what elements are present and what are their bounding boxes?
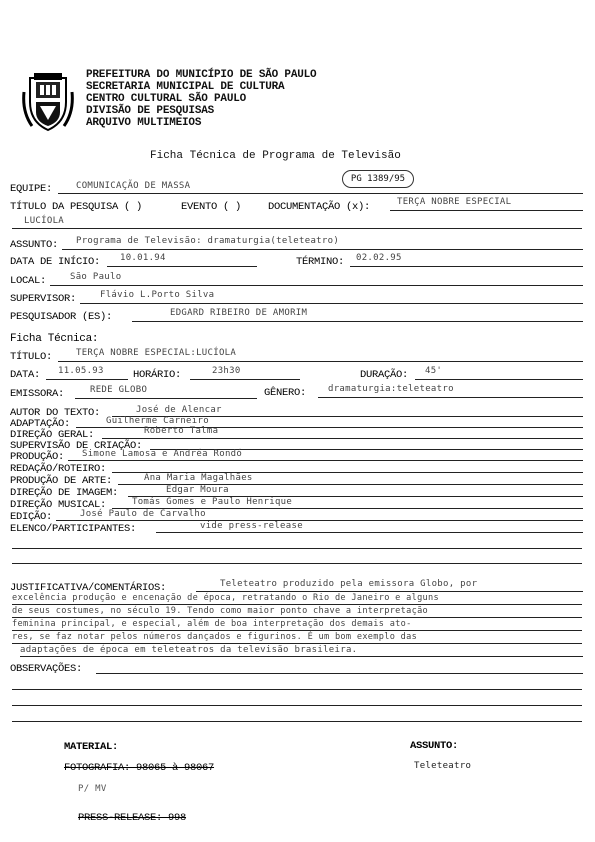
justificativa-line: adaptações de época em teleteatros da televisão brasileira. <box>20 645 358 655</box>
press-release-text: PRESS-RELEASE: 998 <box>78 812 187 824</box>
local-label: LOCAL: <box>10 275 47 287</box>
data-inicio-value: 10.01.94 <box>120 253 166 263</box>
assunto-footer-label: ASSUNTO: <box>410 740 459 752</box>
supervisor-value: Flávio L.Porto Silva <box>100 290 215 300</box>
elenco-label: ELENCO/PARTICIPANTES: <box>10 523 137 535</box>
direcao-musical-value: Tomás Gomes e Paulo Henrique <box>132 497 293 507</box>
direcao-musical-label: DIREÇÃO MUSICAL: <box>10 499 107 511</box>
header-line: SECRETARIA MUNICIPAL DE CULTURA <box>86 81 285 93</box>
document-stamp <box>342 170 414 188</box>
supervisor-label: SUPERVISOR: <box>10 293 77 305</box>
justificativa-line: excelência produção e encenação de época, retratando o Rio de Janeiro e alguns <box>12 593 439 603</box>
data-value: 11.05.93 <box>58 366 104 376</box>
emissora-value: REDE GLOBO <box>90 385 148 395</box>
producao-value: Simone Lamosa e Andréa Rondó <box>82 449 243 459</box>
autor-value: José de Alencar <box>136 405 222 415</box>
evento-label: EVENTO ( ) <box>181 201 242 213</box>
adaptacao-label: ADAPTAÇÃO: <box>10 418 71 430</box>
local-value: São Paulo <box>70 272 122 282</box>
direcao-geral-label: DIREÇÃO GERAL: <box>10 429 95 441</box>
direcao-geral-value: Roberto Talma <box>144 426 219 436</box>
duracao-value: 45' <box>425 366 443 376</box>
material-label: MATERIAL: <box>64 741 119 753</box>
supervisao-label: SUPERVISÃO DE CRIAÇÃO: <box>10 440 143 452</box>
horario-value: 23h30 <box>212 366 241 376</box>
titulo-value: TERÇA NOBRE ESPECIAL:LUCÍOLA <box>76 348 237 358</box>
justificativa-line: feminina principal, e especial, além de boa interpretação dos demais ato- <box>12 619 412 629</box>
titulo-pesquisa-value-2: LUCÍOLA <box>24 216 65 226</box>
autor-label: AUTOR DO TEXTO: <box>10 407 101 419</box>
header-line: CENTRO CULTURAL SÃO PAULO <box>86 93 247 105</box>
justificativa-line: Teleteatro produzido pela emissora Globo, por <box>220 579 478 589</box>
observacoes-label: OBSERVAÇÕES: <box>10 663 83 675</box>
header-line: PREFEITURA DO MUNICÍPIO DE SÃO PAULO <box>86 69 317 81</box>
ficha-heading: Ficha Técnica: <box>10 333 99 345</box>
titulo-pesquisa-value: TERÇA NOBRE ESPECIAL <box>397 197 512 207</box>
genero-label: GÊNERO: <box>264 387 307 399</box>
institution-header <box>86 69 316 129</box>
documentacao-label: DOCUMENTAÇÃO (x): <box>268 201 371 213</box>
emissora-label: EMISSORA: <box>10 388 65 400</box>
adaptacao-value: Guilherme Carneiro <box>106 416 209 426</box>
duracao-label: DURAÇÃO: <box>360 369 409 381</box>
termino-value: 02.02.95 <box>356 253 402 263</box>
header-line: DIVISÃO DE PESQUISAS <box>86 105 215 117</box>
fotografia-text: FOTOGRAFIA: 98065 à 98067 <box>64 762 215 774</box>
redacao-label: REDAÇÃO/ROTEIRO: <box>10 463 107 475</box>
edicao-value: José Paulo de Carvalho <box>80 509 206 519</box>
titulo-pesquisa-label: TÍTULO DA PESQUISA ( ) <box>10 201 143 213</box>
pesquisador-value: EDGARD RIBEIRO DE AMORIM <box>170 308 308 318</box>
justificativa-label: JUSTIFICATIVA/COMENTÁRIOS: <box>10 582 167 594</box>
genero-value: dramaturgia:teleteatro <box>328 384 454 394</box>
material-extra: P/ MV <box>78 784 107 794</box>
producao-arte-value: Ana Maria Magalhães <box>144 473 253 483</box>
justificativa-line: res, se faz notar pelos números dançados e figurinos. É um bom exemplo das <box>12 632 418 642</box>
form-title: Ficha Técnica de Programa de Televisão <box>150 150 401 162</box>
equipe-label: EQUIPE: <box>10 183 53 195</box>
producao-arte-label: PRODUÇÃO DE ARTE: <box>10 475 113 487</box>
city-coat-of-arms-icon <box>22 72 74 132</box>
termino-label: TÉRMINO: <box>296 256 345 268</box>
pesquisador-label: PESQUISADOR (ES): <box>10 311 113 323</box>
horario-label: HORÁRIO: <box>133 369 182 381</box>
direcao-imagem-value: Edgar Moura <box>166 485 229 495</box>
titulo-label: TÍTULO: <box>10 351 53 363</box>
assunto-label: ASSUNTO: <box>10 239 59 251</box>
producao-label: PRODUÇÃO: <box>10 451 65 463</box>
assunto-footer-value: Teleteatro <box>414 761 472 771</box>
equipe-value: COMUNICAÇÃO DE MASSA <box>76 181 191 191</box>
elenco-value: vide press-release <box>200 521 303 531</box>
assunto-value: Programa de Televisão: dramaturgia(teleteatro) <box>76 236 340 246</box>
stamp-text: PG 1389/95 <box>350 174 406 184</box>
data-label: DATA: <box>10 369 41 381</box>
edicao-label: EDIÇÃO: <box>10 511 53 523</box>
data-inicio-label: DATA DE INÍCIO: <box>10 256 101 268</box>
justificativa-line: de seus costumes, no século 19. Tendo como maior ponto chave a interpretação <box>12 606 429 616</box>
direcao-imagem-label: DIREÇÃO DE IMAGEM: <box>10 487 119 499</box>
header-line: ARQUIVO MULTIMEIOS <box>86 117 202 129</box>
